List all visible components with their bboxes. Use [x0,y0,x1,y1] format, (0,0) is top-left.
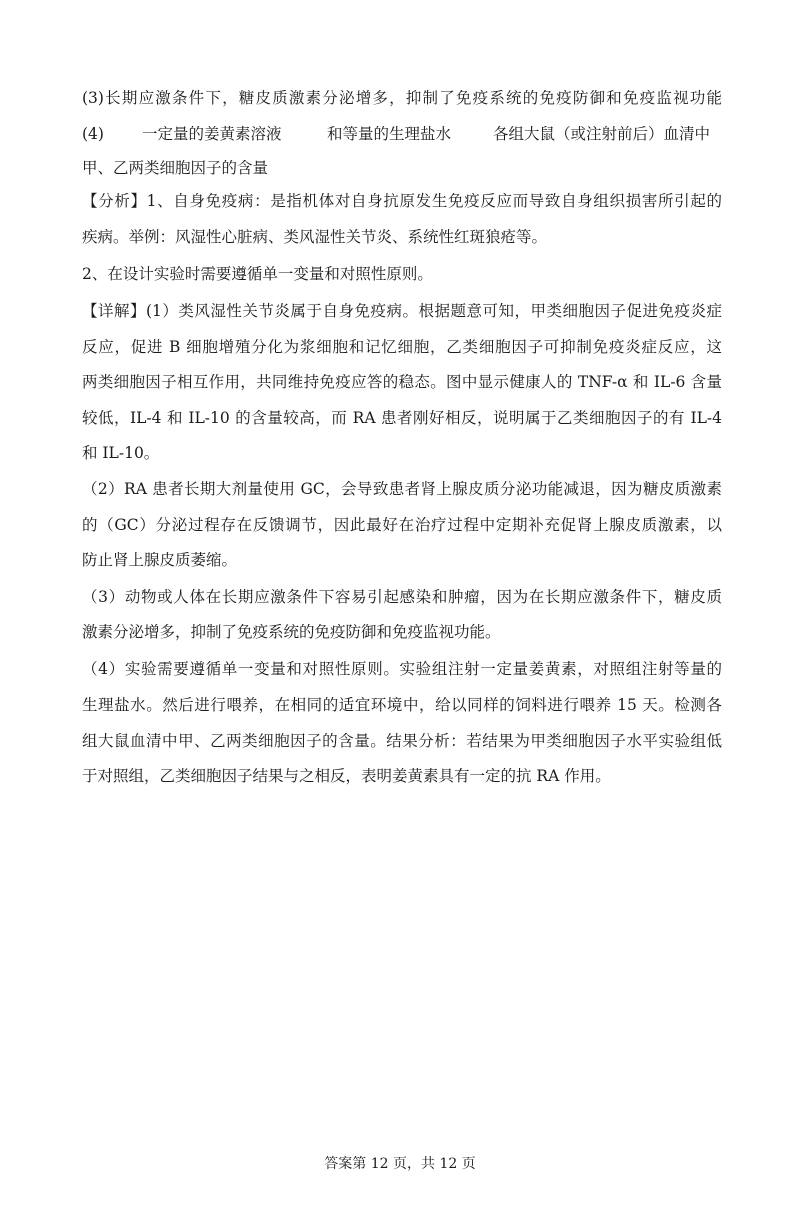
detail-p1-line-4: 较低，IL-4 和 IL-10 的含量较高，而 RA 患者刚好相反，说明属于乙类细胞因子的有 IL-4 [82,409,722,427]
detail-p4-line-4: 于对照组，乙类细胞因子结果与之相反，表明姜黄素具有一定的抗 RA 作用。 [82,767,611,785]
analysis-line-1: 【分析】1、自身免疫病：是指机体对自身抗原发生免疫反应而导致自身组织损害所引起的 [82,192,722,210]
detail-p1-line-5: 和 IL-10。 [82,444,160,462]
answer-4-continuation: 甲、乙两类细胞因子的含量 [82,159,269,177]
answer-4 [82,123,722,145]
detail-p4-line-2: 生理盐水。然后进行喂养，在相同的适宜环境中，给以同样的饲料进行喂养 15 天。检测各 [82,696,722,714]
detail-p2-line-2: 的（GC）分泌过程存在反馈调节，因此最好在治疗过程中定期补充促肾上腺皮质激素，以 [82,516,722,534]
answer-3: (3)长期应激条件下，糖皮质激素分泌增多，抑制了免疫系统的免疫防御和免疫监视功能 [82,89,722,107]
detail-p4-line-1: （4）实验需要遵循单一变量和对照性原则。实验组注射一定量姜黄素，对照组注射等量的 [82,660,722,678]
answer-4-blank-2: 和等量的生理盐水 [327,125,452,143]
analysis-line-2: 疾病。举例：风湿性心脏病、类风湿性关节炎、系统性红斑狼疮等。 [82,228,548,246]
detail-p4-line-3: 组大鼠血清中甲、乙两类细胞因子的含量。结果分析：若结果为甲类细胞因子水平实验组低 [82,732,722,750]
detail-p1-line-3: 两类细胞因子相互作用，共同维持免疫应答的稳态。图中显示健康人的 TNF-α 和 IL-6 含量 [82,373,722,391]
page-footer: 答案第 12 页，共 12 页 [324,1156,476,1172]
analysis-line-3: 2、在设计实验时需要遵循单一变量和对照性原则。 [82,265,433,283]
detail-p2-line-3: 防止肾上腺皮质萎缩。 [82,551,238,569]
detail-p3-line-2: 激素分泌增多，抑制了免疫系统的免疫防御和免疫监视功能。 [82,623,501,641]
detail-p2-line-1: （2）RA 患者长期大剂量使用 GC，会导致患者肾上腺皮质分泌功能减退，因为糖皮质激素 [82,480,722,498]
detail-p1-line-1: 【详解】(1）类风湿性关节炎属于自身免疫病。根据题意可知，甲类细胞因子促进免疫炎症 [82,302,722,320]
detail-p1-line-2: 反应，促进 B 细胞增殖分化为浆细胞和记忆细胞，乙类细胞因子可抑制免疫炎症反应，这 [82,338,722,356]
answer-4-blank-3: 各组大鼠（或注射前后）血清中 [493,125,711,143]
answer-4-blank-1: 一定量的姜黄素溶液 [142,125,282,143]
detail-p3-line-1: （3）动物或人体在长期应激条件下容易引起感染和肿瘤，因为在长期应激条件下，糖皮质 [82,588,722,606]
answer-4-number: (4) [82,125,104,143]
